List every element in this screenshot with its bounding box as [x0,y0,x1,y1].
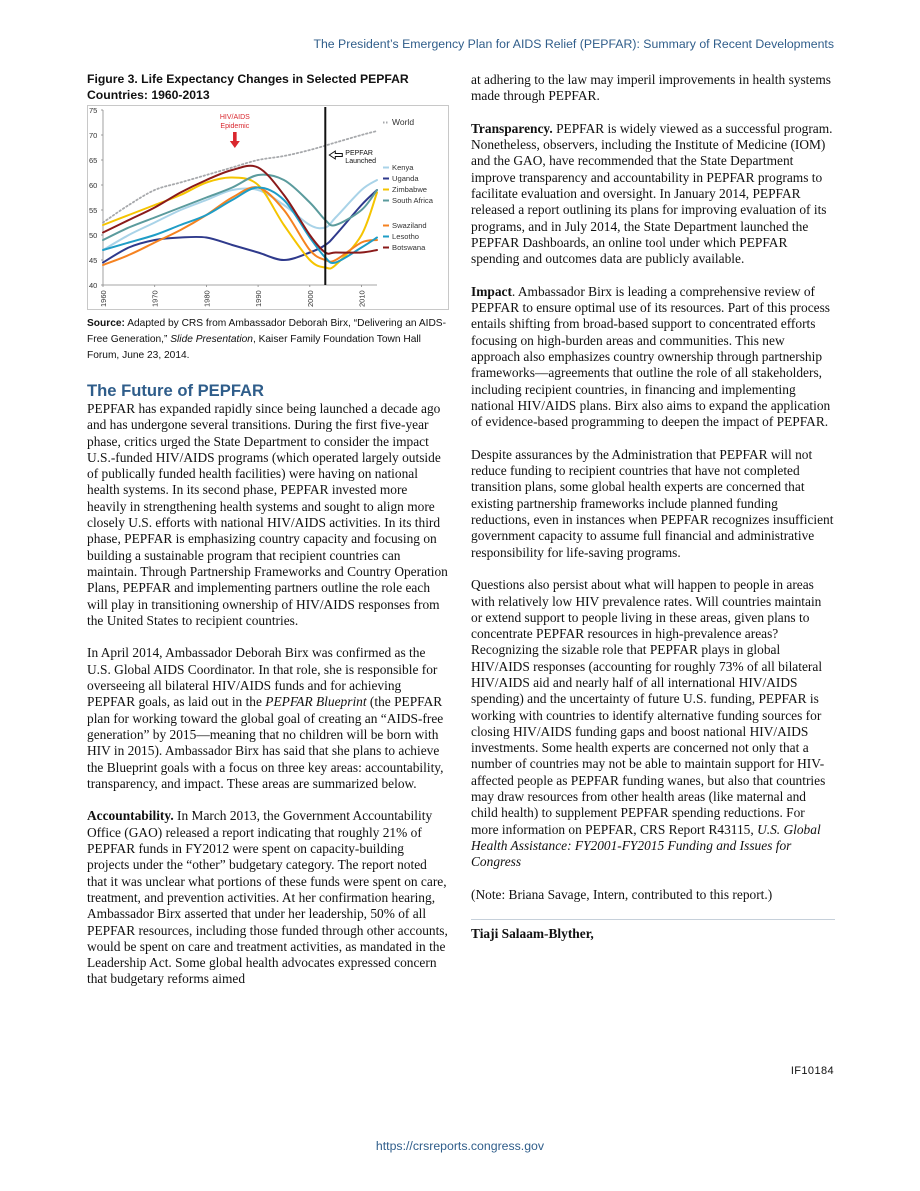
footer-url[interactable]: https://crsreports.congress.gov [375,1139,545,1153]
x-tick-label: 2010 [357,290,367,307]
paragraph-transparency [471,121,835,268]
legend-label: Swaziland [392,221,427,230]
x-tick-label: 2000 [305,290,315,307]
legend-label: Uganda [392,174,419,183]
y-tick-label: 50 [89,231,98,240]
divider [471,919,835,920]
hiv-label-line1: HIV/AIDS [219,114,250,121]
legend-label: Kenya [392,163,414,172]
left-column [87,72,448,1004]
source-text-2: , Kaiser Family Foundation Town Hall Forum, June 23, 2014. [87,334,421,361]
life-expectancy-chart [87,105,449,310]
x-tick-label: 1970 [150,290,160,307]
pepfar-label-line1: PEPFAR [345,150,373,157]
legend-label: South Africa [392,196,433,205]
impact-text: . Ambassador Birx is leading a comprehensive review of PEPFAR to ensure optimal use of its resources. Part of this process entails shifting from broad-based support to concentrated efforts focusing on high-burden areas and communities. This new approach also emphasizes country ownership through partnership frameworks—agreements that outline the role of all stakeholders, including recipient countries, in financing and implementing national HIV/AIDS plans. Birx also aims to expand the application of evidence-based programming to deepen the impact of PEPFAR. [471,283,831,430]
report-id: IF10184 [790,1065,834,1077]
y-tick-label: 55 [89,206,98,215]
author-suffix: , [590,926,594,942]
y-tick-label: 60 [89,181,98,190]
author [471,926,835,942]
chart-svg [87,105,449,310]
legend-label: Botswana [392,243,426,252]
transparency-text: PEPFAR is widely viewed as a successful program. Nonetheless, observers, including the Institute of Medicine (IOM) and the GAO, have recommended that the State Department improve transparency and accountability in PEPFAR programs to facilitate evaluation and oversight. In January 2014, PEPFAR released a report outlining its plans for improving evaluation of its programs, and in July 2014, the State Department launched the PEPFAR Dashboards, an online tool under which PEPFAR spending and outcomes data are publicly available. [471,120,833,267]
right-column [471,72,835,942]
y-tick-label: 65 [89,156,98,165]
blueprint-title: PEPFAR Blueprint [265,694,367,710]
questions-text: Questions also persist about what will happen to people in areas with relatively low HIV prevalence rates. Will countries maintain or extend support to people living in these areas, given plans to concentrate PEPFAR resources in high-prevalence areas? Recognizing the sizable role that PEPFAR plays in global HIV/AIDS responses (accounting for roughly 73% of all bilateral HIV/AIDS aid and nearly half of all international HIV/AIDS spending) and the uncertainty of future U.S. funding, PEPFAR is working with countries to identify alternative funding sources for closing HIV/AIDS funding gaps and boost national HIV/AIDS investments. Some health experts are concerned not only that a number of countries may not be able to maintain support for HIV-affected people as PEPFAR funding wanes, but also that countries may draw resources from other health areas (like maternal and child health) to supplement PEPFAR spending reductions. For more information on PEPFAR, CRS Report R43115, [471,577,826,837]
paragraph-transitions: PEPFAR has expanded rapidly since being launched a decade ago and has undergone several transitions. During the first five-year phase, critics urged the State Department to consider the impact U.S.-funded HIV/AIDS programs (which operated largely outside of publically funded health facilities) were having on national health systems. In its second phase, PEPFAR invested more heavily in strengthening health systems and sought to align more closely U.S. efforts with national HIV/AIDS activities. In its third phase, PEPFAR is emphasizing country capacity and focusing on building a sustainable program that recipient countries can maintain. Through Partnership Frameworks and Country Operation Plans, PEPFAR and implementing partners outline the role each will play in transitioning ownership of HIV/AIDS responses from the United States to recipient countries. [87,401,448,628]
paragraph-impact [471,284,835,431]
section-heading: The Future of PEPFAR [87,381,265,400]
source-label: Source: [87,318,125,329]
source-italic: Slide Presentation [170,334,253,345]
figure-title: Figure 3. Life Expectancy Changes in Selected PEPFAR Countries: 1960-2013 [87,72,409,102]
birx-text-b: (the PEPFAR plan for working toward the global goal of creating an “AIDS-free generation” by 2015—meaning that no children will be born with HIV in 2015). Ambassador Birx has said that she plans to achieve the Blueprint goals with a focus on three key areas: accountability, transparency, and impact. These areas are summarized below. [87,694,444,791]
x-tick-label: 1960 [99,290,108,307]
paragraph-accountability [87,808,448,987]
hiv-label-line2: Epidemic [220,123,250,130]
accountability-text: In March 2013, the Government Accountability Office (GAO) released a report indicating that roughly 21% of PEPFAR funds in FY2012 were spent on capacity-building projects under the “other” budgetary category. The report noted that it was unclear what portions of these funds were spent on care, treatment, and prevention activities. At her confirmation hearing, Ambassador Birx asserted that under her leadership, 50% of all PEPFAR resources, including those funded through other accounts, would be spent on care and treatment activities, as mandated in the Leadership Act. Some global health advocates expressed concern that budgetary reforms aimed [87,808,448,987]
chart-border [88,106,449,310]
crs-report-title[interactable]: U.S. Global Health Assistance: FY2001-FY2015 Funding and Issues for Congress [471,821,821,870]
author-name: Tiaji Salaam-Blyther [471,926,591,942]
impact-lead: Impact [471,283,512,299]
legend-label: Lesotho [392,232,420,241]
legend-label: World [392,117,415,127]
pepfar-label-line2: Launched [345,158,377,165]
y-tick-label: 45 [89,256,98,265]
y-tick-label: 75 [89,106,98,115]
legend-label: Zimbabwe [392,185,428,194]
transparency-lead: Transparency. [471,120,553,136]
running-header: The President’s Emergency Plan for AIDS Relief (PEPFAR): Summary of Recent Developments [313,37,834,51]
paragraph-note: (Note: Briana Savage, Intern, contributed to this report.) [471,886,773,902]
source-text-1: Adapted by CRS from Ambassador Deborah Birx, “Delivering an AIDS-Free Generation,” [87,318,446,345]
birx-text-a: In April 2014, Ambassador Deborah Birx was confirmed as the U.S. Global AIDS Coordinator. In that role, she is responsible for overseeing all bilateral HIV/AIDS funds and for achieving PEPFAR goals, as laid out in the [87,645,438,710]
paragraph-assurances: Despite assurances by the Administration that PEPFAR will not reduce funding to recipient countries that have not completed transition plans, some global health experts are concerned that existing partnership frameworks include planned funding reductions, even in instances when PEPFAR recognizes insufficient government capacity to assume full financial and administrative responsibility for life-saving programs. [471,446,834,560]
paragraph-continuation: at adhering to the law may imperil improvements in health systems made through PEPFAR. [471,72,831,104]
y-tick-label: 70 [89,131,98,140]
accountability-lead: Accountability. [87,808,174,824]
x-tick-label: 1990 [254,290,264,307]
x-tick-label: 1980 [202,290,212,307]
paragraph-birx [87,645,448,792]
y-tick-label: 40 [89,281,98,290]
hiv-arrow-shaft [233,132,237,141]
paragraph-questions [471,577,835,870]
figure-source [87,316,448,364]
